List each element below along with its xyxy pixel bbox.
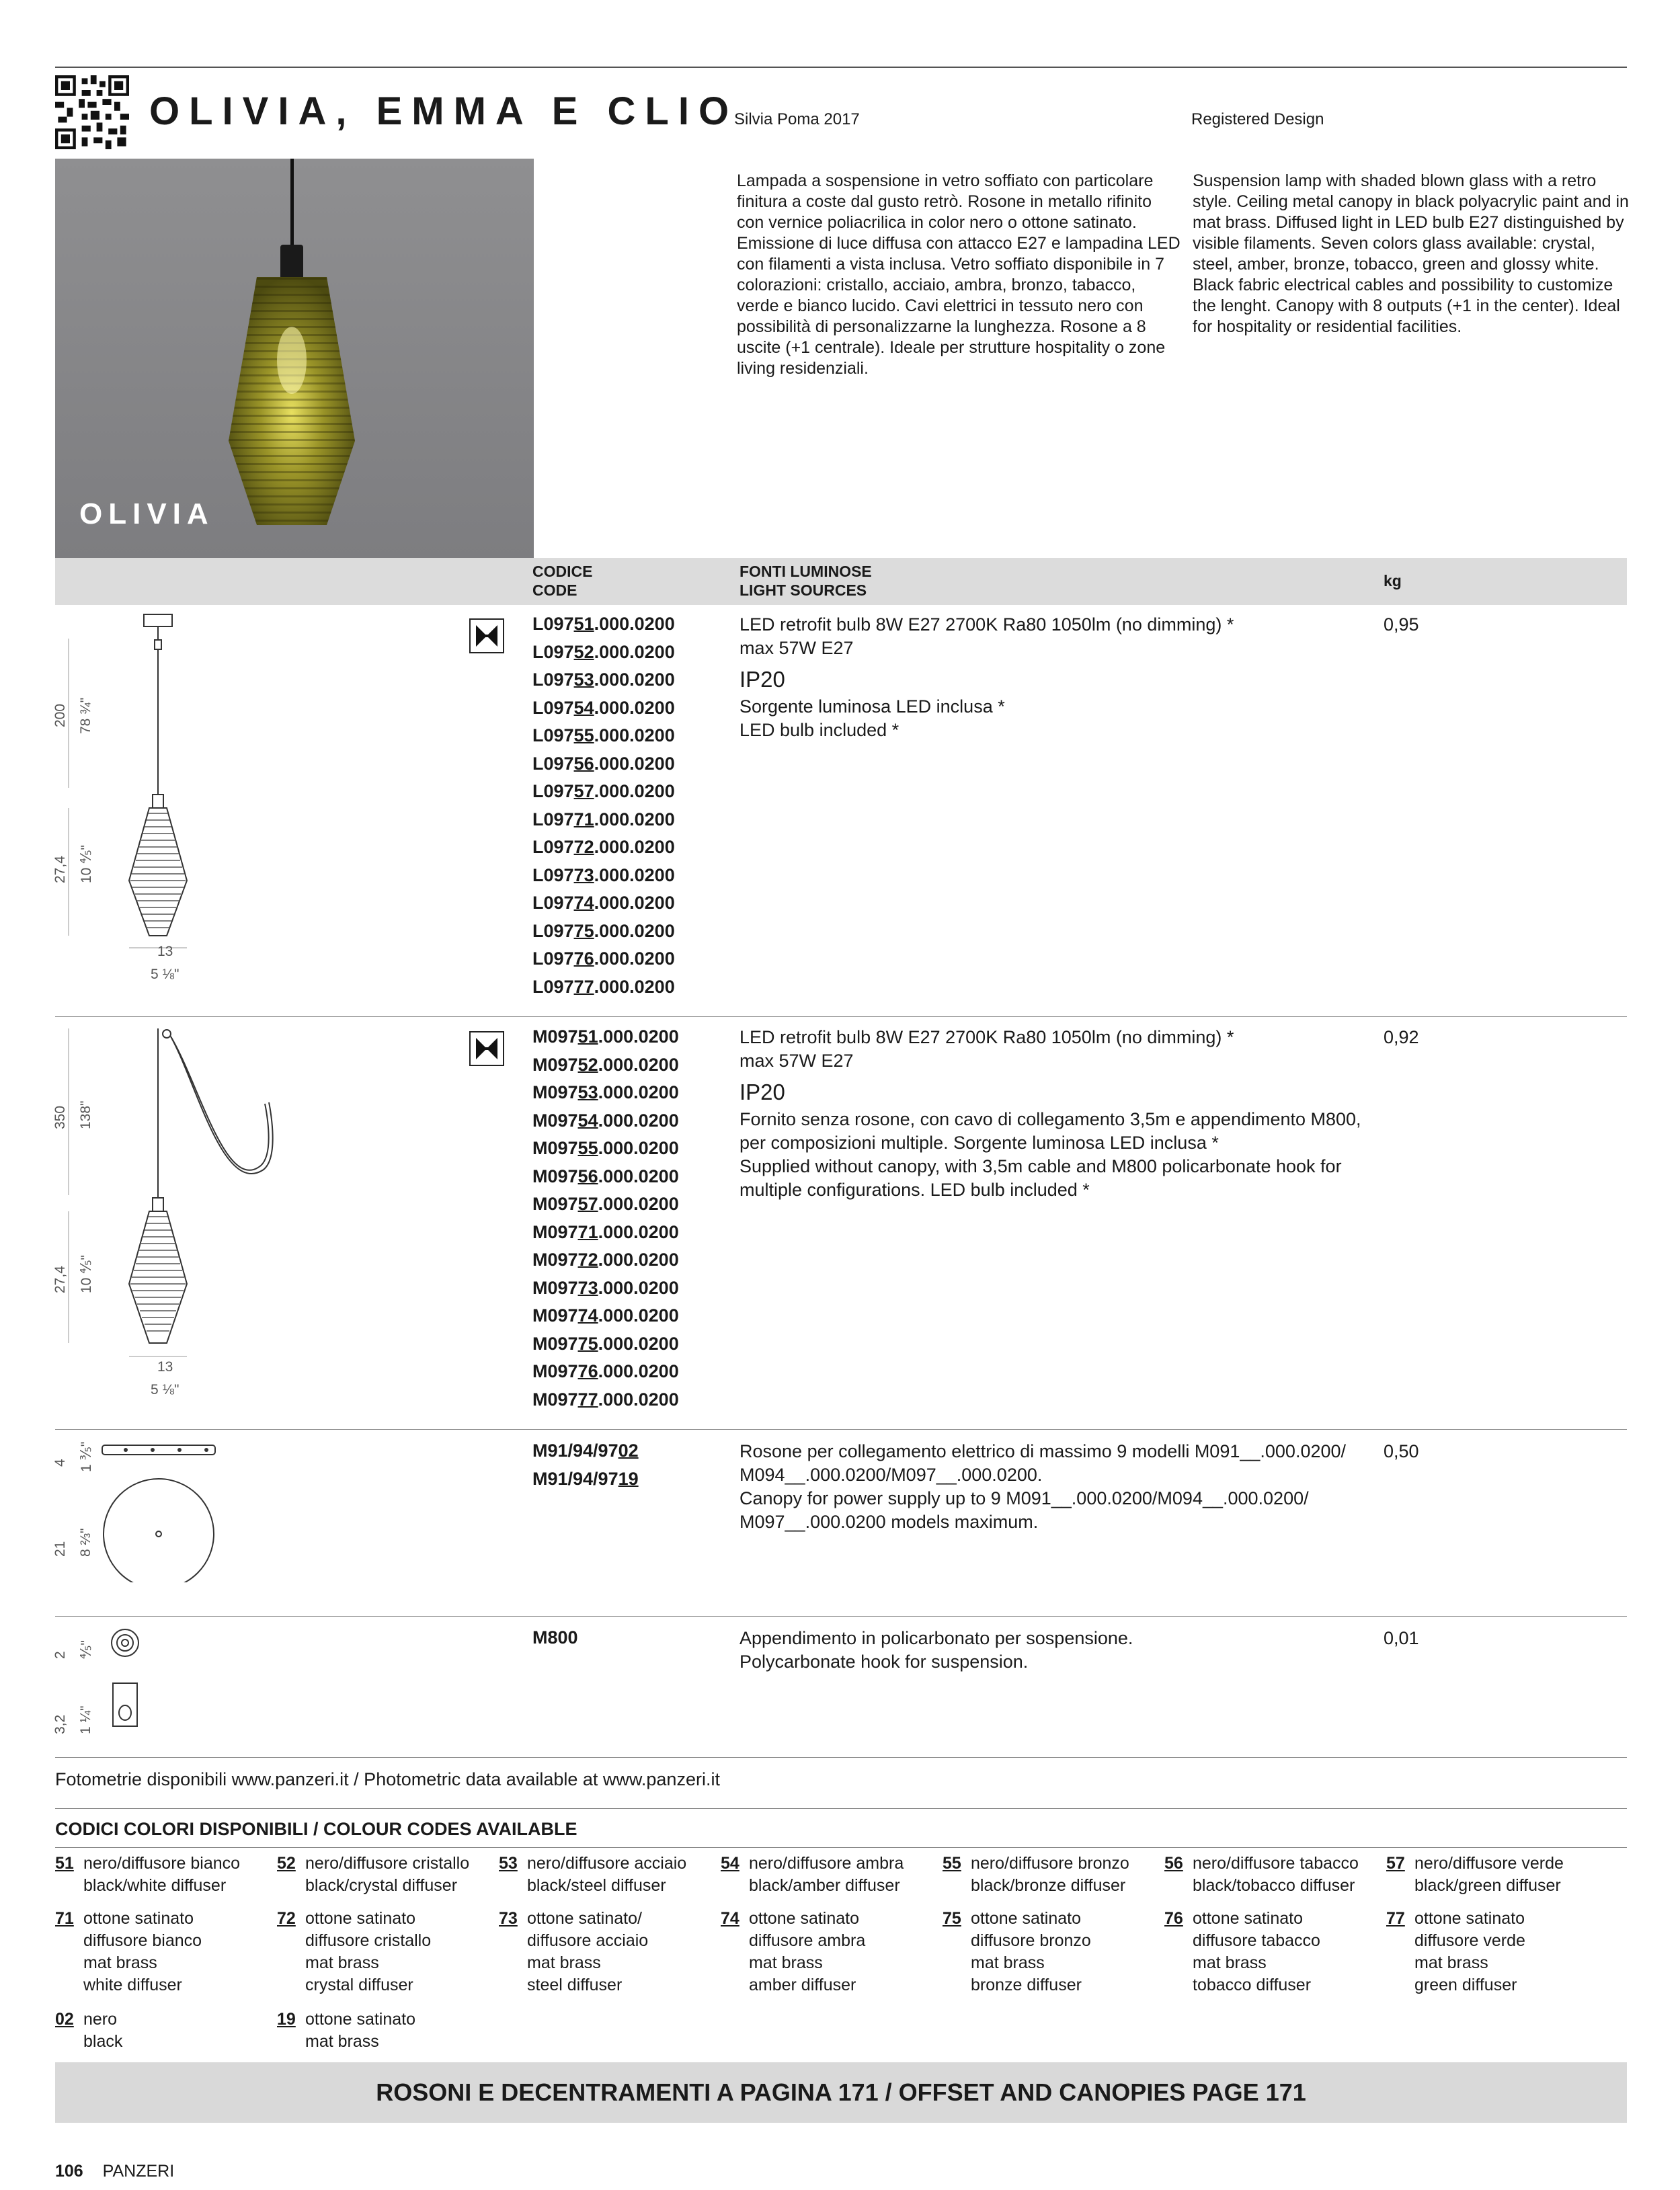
colour-code-item (1386, 1908, 1603, 1996)
colour-code-label: black/green diffuser (1414, 1876, 1561, 1895)
row-divider (55, 1616, 1627, 1617)
colour-code-label: black/steel diffuser (527, 1876, 666, 1895)
hook-code: M800 (532, 1627, 578, 1648)
colour-code-item (1164, 1853, 1381, 1897)
product-code: L09776.000.0200 (532, 948, 675, 969)
colour-code-label: nero/diffusore acciaio (527, 1854, 687, 1873)
kg-m097: 0,92 (1384, 1027, 1419, 1047)
colour-code-item (55, 1908, 272, 1996)
page-number: 106 (55, 2162, 83, 2181)
colour-code-number: 73 (499, 1909, 518, 1928)
canopy-description: Rosone per collegamento elettrico di massimo 9 modelli M091__.000.0200/ M094__.000.0200/M097__.000.0200. Canopy for power supply up to 9 M091__.000.0200/M094__.000.0200/ M097__.000.0200 models maximum. (739, 1441, 1347, 1532)
colour-code-item (943, 1853, 1159, 1897)
qr-code-icon (55, 75, 129, 149)
product-code: M09777.000.0200 (532, 1389, 679, 1410)
dim-canopy-h: 4 (52, 1459, 68, 1467)
colour-code-label: ottone satinato (305, 1909, 416, 1928)
colour-code-label: mat brass (1193, 1953, 1267, 1972)
lamp-type-icon (469, 618, 504, 653)
product-code: M09756.000.0200 (532, 1166, 679, 1186)
dim-hook-a: 2 (52, 1651, 68, 1659)
drawing-m097 (55, 1022, 297, 1398)
product-code: M09773.000.0200 (532, 1277, 679, 1298)
colour-code-label: mat brass (305, 1953, 379, 1972)
drawing-l097 (55, 612, 230, 961)
colour-code-number: 53 (499, 1854, 518, 1873)
colour-code-item (55, 1853, 272, 1897)
colour-code-item (55, 2009, 272, 2053)
product-code: L09772.000.0200 (532, 837, 675, 857)
product-code: L09775.000.0200 (532, 920, 675, 941)
product-code: M09771.000.0200 (532, 1221, 679, 1242)
canopy-code: M91/94/9702 (532, 1441, 639, 1461)
product-code: M09775.000.0200 (532, 1333, 679, 1354)
colour-code-label: black/tobacco diffuser (1193, 1876, 1355, 1895)
product-code: L09756.000.0200 (532, 753, 675, 774)
product-code: M09753.000.0200 (532, 1082, 679, 1102)
product-code: L09773.000.0200 (532, 864, 675, 885)
kg-canopy: 0,50 (1384, 1441, 1419, 1461)
colour-code-label: mat brass (1414, 1953, 1488, 1972)
designer-label: Silvia Poma 2017 (734, 110, 860, 128)
header-light-sources: FONTI LUMINOSE LIGHT SOURCES (739, 563, 872, 599)
colour-code-number: 76 (1164, 1909, 1183, 1928)
colour-code-number: 02 (55, 2010, 74, 2029)
header-code: CODICE CODE (532, 563, 593, 599)
photo-label: OLIVIA (79, 497, 214, 530)
product-code: M09752.000.0200 (532, 1054, 679, 1075)
top-rule (55, 67, 1627, 68)
lamp-type-icon (469, 1031, 504, 1066)
colour-code-label: mat brass (527, 1953, 601, 1972)
colour-code-item (277, 1908, 493, 1996)
code-list-l097 (532, 610, 675, 1001)
colour-code-item (1164, 1908, 1381, 1996)
colour-code-label: diffusore tabacco (1193, 1931, 1320, 1950)
colour-code-item (499, 1908, 715, 1996)
footer-banner (55, 2062, 1627, 2123)
ip-rating: IP20 (739, 1080, 785, 1104)
colour-code-number: 54 (721, 1854, 739, 1873)
colour-code-label: bronze diffuser (971, 1976, 1082, 1994)
colour-code-label: crystal diffuser (305, 1976, 413, 1994)
colour-code-label: black (83, 2032, 123, 2051)
dim-m097-w-in: 5 ⅛" (151, 1382, 179, 1397)
colour-code-label: diffusore ambra (749, 1931, 866, 1950)
colour-code-label: green diffuser (1414, 1976, 1517, 1994)
product-code: M09774.000.0200 (532, 1305, 679, 1326)
colour-code-item (277, 2009, 493, 2053)
kg-l097: 0,95 (1384, 614, 1419, 635)
colour-code-label: nero (83, 2010, 118, 2029)
colour-code-label: ottone satinato (1193, 1909, 1304, 1928)
colour-code-label: nero/diffusore verde (1414, 1854, 1564, 1873)
row-divider (55, 1757, 1627, 1758)
kg-hook: 0,01 (1384, 1628, 1419, 1648)
colour-code-number: 72 (277, 1909, 296, 1928)
colour-code-label: amber diffuser (749, 1976, 856, 1994)
product-photo (55, 159, 534, 558)
colour-code-label: ottone satinato (749, 1909, 860, 1928)
colour-code-label: nero/diffusore tabacco (1193, 1854, 1359, 1873)
colour-code-item (721, 1853, 937, 1897)
colour-codes-grid (55, 1853, 1627, 2054)
colour-code-label: diffusore cristallo (305, 1931, 432, 1950)
product-code: L09755.000.0200 (532, 725, 675, 745)
colour-code-number: 57 (1386, 1854, 1405, 1873)
page-footer (55, 2162, 174, 2181)
product-code: M09772.000.0200 (532, 1250, 679, 1270)
colour-code-label: white diffuser (83, 1976, 182, 1994)
product-code: L09774.000.0200 (532, 893, 675, 913)
dim-l097-h2-in: 10 ⅘" (79, 844, 94, 883)
description-english: Suspension lamp with shaded blown glass with a retro style. Ceiling metal canopy in black polyacrylic paint and in mat brass. Diffused light in LED bulb E27 distinguished by visible filaments. Seven colors glass available: crystal, steel, amber, bronze, tobacco, green and glossy white. Black fabric electrical cables and possibility to customize the lenght. Canopy with 8 outputs (+1 in the center). Ideal for hospitality or residential facilities. (1193, 171, 1629, 336)
colour-code-label: ottone satinato (305, 2010, 416, 2029)
code-list-m097 (532, 1023, 679, 1414)
colour-code-number: 77 (1386, 1909, 1405, 1928)
code-list-canopy (532, 1437, 639, 1493)
colour-code-item (499, 1853, 715, 1897)
colour-code-label: tobacco diffuser (1193, 1976, 1312, 1994)
ip-rating: IP20 (739, 667, 785, 692)
dim-canopy-d-in: 8 ⅔" (78, 1528, 93, 1557)
colour-code-label: black/crystal diffuser (305, 1876, 458, 1895)
colour-code-label: black/white diffuser (83, 1876, 227, 1895)
canopy-code: M91/94/9719 (532, 1468, 639, 1489)
source-m097: LED retrofit bulb 8W E27 2700K Ra80 1050lm (no dimming) * max 57W E27 IP20 Fornito senza rosone, con cavo di collegamento 3,5m e appendimento M800, per composizioni multiple. Sorgente luminosa LED inclusa * Supplied without canopy, with 3,5m cable and M800 policarbonate hook for multiple configurations. LED bulb included * (739, 1027, 1361, 1200)
colour-code-label: mat brass (83, 1953, 157, 1972)
product-code: L09753.000.0200 (532, 670, 675, 690)
header-kg: kg (1384, 572, 1402, 590)
colour-codes-title: CODICI COLORI DISPONIBILI / COLOUR CODES AVAILABLE (55, 1819, 577, 1839)
colour-code-label: mat brass (305, 2032, 379, 2051)
source-l097: LED retrofit bulb 8W E27 2700K Ra80 1050lm (no dimming) * max 57W E27 IP20 Sorgente luminosa LED inclusa * LED bulb included * (739, 614, 1234, 740)
colour-code-label: steel diffuser (527, 1976, 623, 1994)
dim-l097-w-in: 5 ⅛" (151, 967, 179, 982)
colour-code-number: 51 (55, 1854, 74, 1873)
dim-canopy-h-in: 1 ⅗" (79, 1441, 94, 1472)
colour-code-label: diffusore bronzo (971, 1931, 1091, 1950)
dim-l097-h2: 27,4 (52, 856, 68, 883)
product-code: M09754.000.0200 (532, 1110, 679, 1131)
photometric-note: Fotometrie disponibili www.panzeri.it / Photometric data available at www.panzeri.it (55, 1769, 720, 1789)
dim-l097-h1-in: 78 ¾" (78, 697, 93, 734)
colour-code-number: 55 (943, 1854, 961, 1873)
colour-code-label: diffusore bianco (83, 1931, 202, 1950)
brand-name: PANZERI (102, 2162, 175, 2181)
dim-l097-h1: 200 (52, 703, 68, 727)
colour-code-item (721, 1908, 937, 1996)
dim-m097-h1: 350 (52, 1105, 68, 1129)
dim-m097-w: 13 (157, 1359, 173, 1375)
colour-code-item (1386, 1853, 1603, 1897)
product-code: L09771.000.0200 (532, 809, 675, 829)
product-code: L09751.000.0200 (532, 614, 675, 634)
section-divider (55, 1847, 1627, 1848)
colour-code-label: nero/diffusore cristallo (305, 1854, 470, 1873)
dim-hook-b-in: 1 ¼" (78, 1705, 93, 1734)
colour-code-item (943, 1908, 1159, 1996)
colour-code-number: 52 (277, 1854, 296, 1873)
product-code: M09751.000.0200 (532, 1026, 679, 1047)
product-code: M09776.000.0200 (532, 1361, 679, 1381)
section-divider (55, 1808, 1627, 1809)
colour-code-label: ottone satinato (971, 1909, 1082, 1928)
dim-hook-b: 3,2 (52, 1714, 68, 1734)
registered-design-label: Registered Design (1191, 110, 1324, 128)
dim-canopy-d: 21 (52, 1541, 68, 1557)
colour-code-label: diffusore acciaio (527, 1931, 649, 1950)
dim-l097-w: 13 (157, 944, 173, 959)
colour-code-label: diffusore verde (1414, 1931, 1525, 1950)
colour-code-label: nero/diffusore bronzo (971, 1854, 1129, 1873)
colour-code-number: 19 (277, 2010, 296, 2029)
dim-m097-h1-in: 138" (78, 1100, 93, 1129)
colour-code-number: 71 (55, 1909, 74, 1928)
colour-code-label: black/bronze diffuser (971, 1876, 1126, 1895)
colour-code-number: 74 (721, 1909, 739, 1928)
colour-code-number: 56 (1164, 1854, 1183, 1873)
row-divider (55, 1429, 1627, 1430)
dim-m097-h2-in: 10 ⅘" (79, 1254, 94, 1293)
dim-hook-a-in: ⅘" (79, 1640, 94, 1659)
colour-code-label: nero/diffusore ambra (749, 1854, 904, 1873)
description-italian: Lampada a sospensione in vetro soffiato con particolare finitura a coste dal gusto retrò. Rosone in metallo rifinito con vernice poliacrilica in color nero o ottone satinato. Emissione di luce diffusa con attacco E27 e lampadina LED con filamenti a vista inclusa. Vetro soffiato disponibile in 7 colorazioni: cristallo, acciaio, ambra, bronzo, tabacco, verde e bianco lucido. Cavi elettrici in tessuto nero con possibilità di personalizzarne la lunghezza. Rosone a 8 uscite (+1 centrale). Ideale per strutture hospitality o zone living residenziali. (737, 171, 1181, 378)
hook-description: Appendimento in policarbonato per sospensione. Polycarbonate hook for suspension. (739, 1628, 1133, 1672)
product-code: M09755.000.0200 (532, 1138, 679, 1158)
colour-code-label: ottone satinato/ (527, 1909, 642, 1928)
colour-code-label: ottone satinato (1414, 1909, 1525, 1928)
product-code: M09757.000.0200 (532, 1194, 679, 1214)
colour-code-label: black/amber diffuser (749, 1876, 900, 1895)
colour-code-label: mat brass (971, 1953, 1045, 1972)
row-divider (55, 1016, 1627, 1017)
colour-code-label: nero/diffusore bianco (83, 1854, 241, 1873)
colour-code-item (277, 1853, 493, 1897)
colour-code-number: 75 (943, 1909, 961, 1928)
page-title: OLIVIA, EMMA E CLIO (149, 89, 739, 133)
product-code: L09777.000.0200 (532, 976, 675, 997)
product-code: L09752.000.0200 (532, 641, 675, 662)
product-code: L09754.000.0200 (532, 697, 675, 718)
colour-code-label: mat brass (749, 1953, 823, 1972)
dim-m097-h2: 27,4 (52, 1266, 68, 1293)
footer-banner-text: ROSONI E DECENTRAMENTI A PAGINA 171 / OFFSET AND CANOPIES PAGE 171 (376, 2078, 1306, 2106)
colour-code-label: ottone satinato (83, 1909, 194, 1928)
product-code: L09757.000.0200 (532, 781, 675, 801)
